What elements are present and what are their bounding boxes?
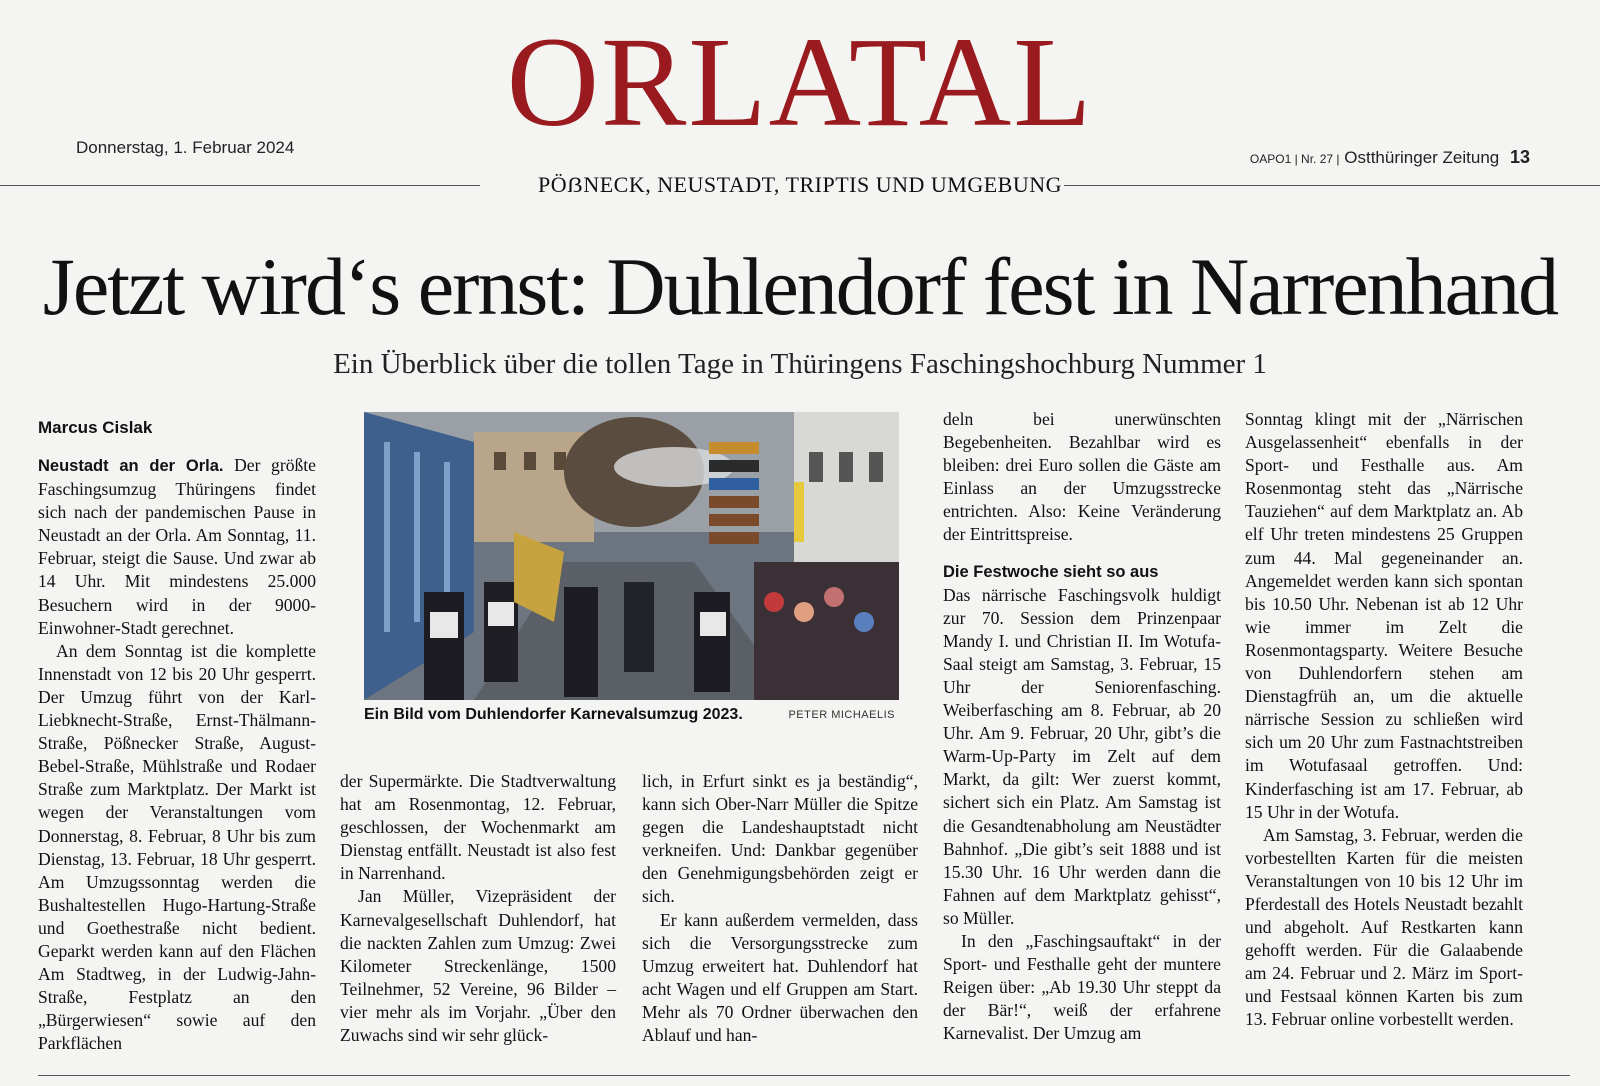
col5-paragraph-1: Sonntag klingt mit der „Närrischen Ausgelassenheit“ ebenfalls in der Sport- und Festhalle aus. Am Rosenmontag steht das „Närrische Tauziehen“ auf dem Marktplatz an. Ab elf Uhr treten mindestens 25 Gruppen zum 44. Mal gegeneinander an. Angemeldet werden kann sich spontan bis 10.50 Uhr. Nebenan ist ab 12 Uhr wie immer im Zelt die Rosenmontagsparty. Weitere Besuche von Duhlendorfern stehen am Dienstagfrüh an, um die aktuelle närrische Session zu schließen wird sich um 20 Uhr zum Fastnachtstreiben im Wotufasaal getroffen. Und: Kinderfasching ist am 17. Februar, ab 15 Uhr in der Wotufa. [1245, 409, 1523, 822]
col4-subheading: Die Festwoche sieht so aus [943, 562, 1159, 581]
parade-photo [364, 412, 899, 700]
col3-paragraph-2: Er kann außerdem vermelden, dass sich die Versorgungsstrecke zum Umzug erweitert hat. Duhlendorf hat acht Wagen und elf Gruppen am Start. Mehr als 70 Ordner überwachen den Ablauf und han- [642, 909, 918, 1046]
col2-paragraph-1: der Supermärkte. Die Stadtverwaltung hat am Rosenmontag, 12. Februar, geschlossen, der Wochenmarkt am Dienstag entfällt. Neustadt ist also fest in Narrenhand. [340, 771, 616, 884]
col3-paragraph-1: lich, in Erfurt sinkt es ja beständig“, kann sich Ober-Narr Müller die Spitze gegen die Landeshauptstadt nicht verkneifen. Und: Dankbar gegenüber den Genehmigungsbehörden zeigt er sich. [642, 771, 918, 907]
page-number: 13 [1509, 147, 1530, 167]
masthead-title: ORLATAL [506, 11, 1094, 153]
column-2 [340, 770, 616, 1047]
photo-credit: PETER MICHAELIS [788, 709, 895, 721]
issue-info [1250, 147, 1530, 168]
paper-name: Ostthüringer Zeitung [1344, 148, 1500, 167]
col4-paragraph-3: In den „Faschingsauftakt“ in der Sport- und Festhalle geht der muntere Reigen über: „Ab 19.30 Uhr steppt da der Bär!“, weiß der erfahrene Karnevalist. Der Umzug am [943, 930, 1221, 1044]
col4-paragraph-2: Das närrische Faschingsvolk huldigt zur 70. Session dem Prinzenpaar Mandy I. und Christian II. Im Wotufa-Saal steigt am Samstag, 3. Februar, 15 Uhr der Seniorenfasching. Weiberfasching am 8. Februar, ab 20 Uhr. Am 9. Februar, 20 Uhr, gibt’s die Warm-Up-Party im Zelt auf dem Markt, da gilt: Wer zuerst kommt, sichert sich ein Platz. Am Samstag ist die Gesandtenabholung am Neustädter Bahnhof. „Die gibt’s seit 1888 und ist 15.30 Uhr. 16 Uhr werden dann die Fahnen auf dem Marktplatz gehisst“, so Müller. [943, 584, 1221, 928]
column-5 [1245, 408, 1523, 1032]
parade-photo-illustration [364, 412, 899, 700]
column-4 [943, 408, 1221, 1045]
col2-paragraph-2: Jan Müller, Vizepräsident der Karnevalgesellschaft Duhlendorf, hat die nackten Zahlen zum Umzug: Zwei Kilometer Streckenlänge, 1500 Teilnehmer, 52 Vereine, 96 Bilder – vier mehr als im Vorjahr. „Über den Zuwachs sind wir sehr glück- [340, 886, 616, 1046]
dateline: Neustadt an der Orla. [38, 457, 224, 475]
photo-caption [364, 706, 899, 724]
col4-paragraph-1: deln bei unerwünschten Begebenheiten. Bezahlbar wird es bleiben: drei Euro sollen die Gäste am Einlass an der Umzugsstrecke entrichten. Also: Keine Veränderung der Eintrittspreise. [943, 409, 1221, 545]
col1-paragraph-1 [38, 454, 316, 640]
caption-text: Ein Bild vom Duhlendorfer Karnevalsumzug 2023. [364, 706, 743, 723]
headline: Jetzt wird‘s ernst: Duhlendorf fest in Narrenhand [42, 241, 1558, 332]
column-3 [642, 770, 918, 1047]
author-byline: Marcus Cislak [38, 418, 153, 437]
edition-number: OAPO1 | Nr. 27 | [1249, 152, 1340, 166]
column-1 [38, 454, 316, 1055]
col1-p1-text: Der größte Faschingsumzug Thüringens findet sich nach der pandemischen Pause in Neustadt an der Orla. Am Sonntag, 11. Februar, steigt die Sause. Und zwar ab 14 Uhr. Mit mindestens 25.000 Besuchern wird in der 9000-Einwohner-Stadt gerechnet. [38, 455, 316, 638]
region-line: PÖẞNECK, NEUSTADT, TRIPTIS UND UMGEBUNG [538, 172, 1062, 197]
col5-paragraph-2: Am Samstag, 3. Februar, werden die vorbestellten Karten für die meisten Veranstaltungen von 10 bis 12 Uhr im Pferdestall des Hotels Neustadt bezahlt und abgeholt. Auf Restkarten kann gehofft werden. Für die Galaabende am 24. Februar und 2. März im Sport- und Festsaal können Karten bis zum 13. Februar online vorbestellt werden. [1245, 824, 1523, 1030]
subheadline: Ein Überblick über die tollen Tage in Thüringens Faschingshochburg Nummer 1 [333, 348, 1267, 380]
page-bottom-rule [38, 1075, 1570, 1076]
issue-date: Donnerstag, 1. Februar 2024 [76, 138, 295, 157]
col1-paragraph-2: An dem Sonntag ist die komplette Innenstadt von 12 bis 20 Uhr gesperrt. Der Umzug führt von der Karl-Liebknecht-Straße, Ernst-Thälmann-Straße, Pößnecker Straße, August-Bebel-Straße, Mühlstraße und Rodaer Straße zum Marktplatz. Der Markt ist wegen der Veranstaltungen vom Donnerstag, 8. Februar, 8 Uhr bis zum Dienstag, 13. Februar, 18 Uhr gesperrt. Am Umzugssonntag werden die Bushaltestellen Hugo-Hartung-Straße und Goethestraße nicht bedient. Geparkt werden kann auf den Flächen Am Stadtweg, in der Ludwig-Jahn-Straße, Festplatz an den „Bürgerwiesen“ sowie auf den Parkflächen [38, 640, 316, 1054]
